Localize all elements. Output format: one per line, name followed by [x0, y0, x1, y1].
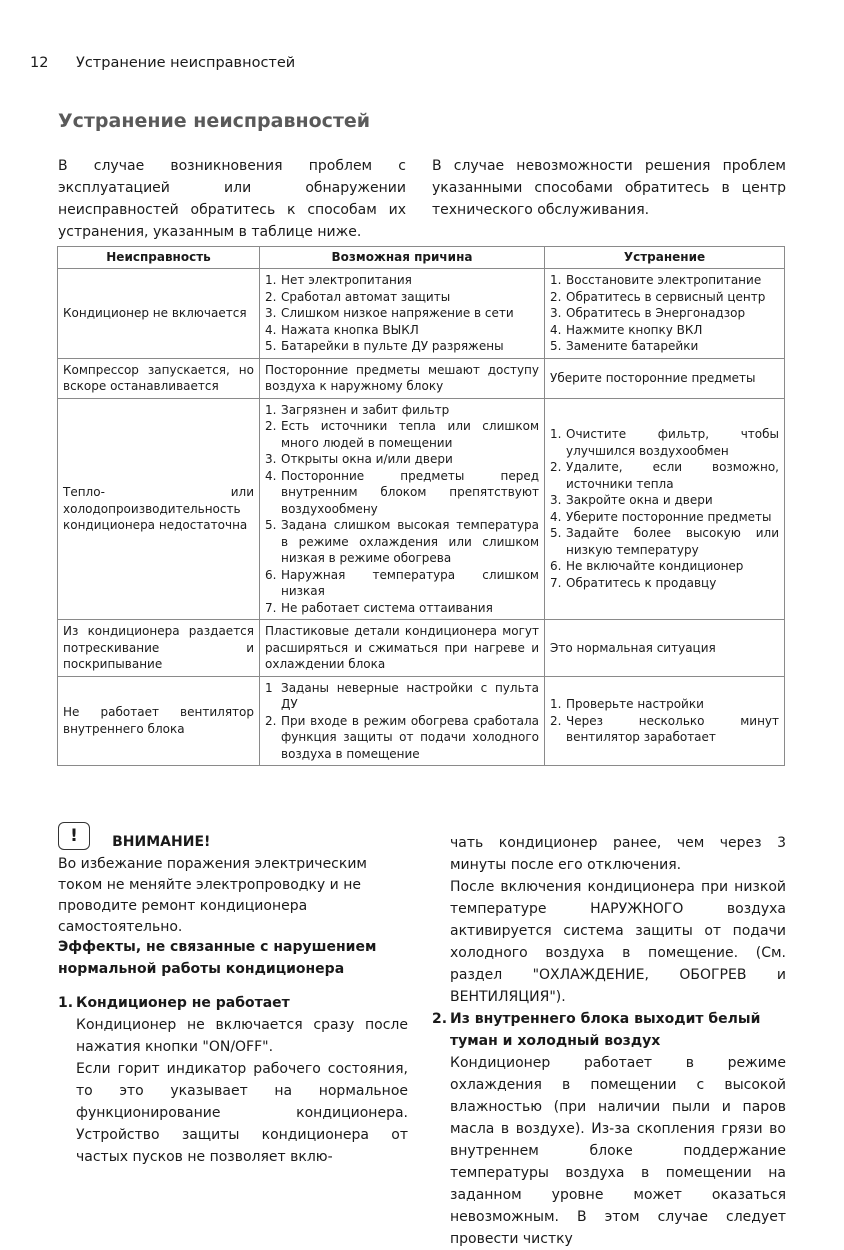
- list-item-text: Сработал автомат защиты: [281, 289, 451, 304]
- item-2-title-text: Из внутреннего блока выходит белый туман и холодный воздух: [450, 1011, 761, 1049]
- list-item-text: Уберите посторонние предметы: [566, 509, 772, 524]
- cause-cell: [260, 676, 545, 766]
- list-item-number: 2.: [265, 419, 277, 433]
- list-item: [265, 451, 539, 468]
- list-item: [550, 575, 779, 592]
- list-item: [265, 713, 539, 763]
- remedy-cell: Уберите посторонние предметы: [545, 358, 785, 398]
- list-item-number: 1.: [265, 273, 277, 287]
- intro-right: В случае невозможности решения проблем указанными способами обратитесь в центр технического обслуживания.: [432, 158, 786, 218]
- list-item: [550, 322, 779, 339]
- item-1-paragraph-2-continued: чать кондиционер ранее, чем через 3 минуты после его отключения.: [450, 835, 786, 873]
- cause-cell: [260, 269, 545, 359]
- page-number: 12: [30, 55, 49, 71]
- exclamation-box-icon: !: [58, 822, 90, 850]
- header-remedy: Устранение: [545, 247, 785, 269]
- item-2: [432, 1008, 786, 1250]
- list-item-text: Задана слишком высокая температура в режиме охлаждения или слишком низкая в режиме обогрева: [281, 518, 539, 565]
- table-header-row: [58, 247, 785, 269]
- remedy-cell: [545, 269, 785, 359]
- cause-list: [265, 272, 539, 355]
- table-row: [58, 620, 785, 677]
- remedy-list: [550, 426, 779, 591]
- cause-cell: Посторонние предметы мешают доступу воздуха к наружному блоку: [260, 358, 545, 398]
- problem-cell: Кондиционер не включается: [58, 269, 260, 359]
- list-item-text: Нажата кнопка ВЫКЛ: [281, 322, 419, 337]
- list-item-number: 1: [265, 680, 273, 695]
- list-item: [265, 402, 539, 419]
- running-title: Устранение неисправностей: [76, 55, 296, 71]
- list-item-number: 6.: [265, 567, 277, 582]
- remedy-cell: [545, 676, 785, 766]
- remedy-list: [550, 696, 779, 746]
- list-item-number: 6.: [550, 559, 562, 574]
- list-item-text: Обратитесь в Энергонадзор: [566, 306, 746, 320]
- problem-cell: Не работает вентилятор внутреннего блока: [58, 676, 260, 766]
- list-item-text: Через несколько минут вентилятор заработает: [566, 713, 779, 744]
- list-item-text: Закройте окна и двери: [566, 493, 713, 508]
- right-column: [432, 832, 786, 1250]
- item-1: [58, 992, 408, 1168]
- list-item: [550, 272, 779, 289]
- list-item-text: Не работает система оттаивания: [281, 600, 493, 615]
- item-1-title: [58, 992, 408, 1014]
- list-item: [550, 426, 779, 459]
- list-item-text: Задайте более высокую или низкую температуру: [566, 526, 779, 557]
- list-item: [265, 418, 539, 451]
- list-item: [265, 305, 539, 322]
- header-cause: Возможная причина: [260, 247, 545, 269]
- item-2-number: 2.: [432, 1011, 448, 1027]
- list-item-text: Не включайте кондиционер: [566, 559, 744, 574]
- intro-left: В случае возникновения проблем с эксплуатацией или обнаружении неисправностей обратитесь к способам их устранения, указанным в таблице ниже.: [58, 158, 406, 240]
- list-item: [550, 305, 779, 322]
- cause-list: [265, 680, 539, 763]
- list-item-text: Слишком низкое напряжение в сети: [281, 306, 514, 320]
- list-item-number: 3.: [550, 306, 562, 320]
- effects-title: Эффекты, не связанные с нарушением нормальной работы кондиционера: [58, 939, 377, 977]
- table-row: [58, 676, 785, 766]
- problem-cell: Из кондиционера раздается потрескивание и поскрипывание: [58, 620, 260, 677]
- list-item: [265, 567, 539, 600]
- cause-list: [265, 402, 539, 617]
- list-item-number: 7.: [265, 600, 277, 615]
- list-item-text: Обратитесь в сервисный центр: [566, 289, 766, 304]
- list-item: [550, 492, 779, 509]
- list-item-number: 2.: [265, 289, 277, 304]
- remedy-cell: [545, 398, 785, 620]
- list-item-text: Посторонние предметы перед внутренним блоком препятствуют воздухообмену: [281, 468, 539, 516]
- list-item: [550, 525, 779, 558]
- item-2-paragraph-1: Кондиционер работает в режиме охлаждения в помещении с высокой влажностью (при наличии пыли и паров масла в воздухе). Из-за скопления грязи во внутреннем блоке поддержание температуры воздуха в помещении на заданном уровне может оказаться невозможным. В этом случае следует провести чистку: [450, 1055, 786, 1247]
- remedy-cell: Это нормальная ситуация: [545, 620, 785, 677]
- list-item: [265, 322, 539, 339]
- table-row: [58, 398, 785, 620]
- list-item-number: 1.: [265, 402, 277, 417]
- list-item-number: 2.: [550, 289, 562, 304]
- item-1-number: 1.: [58, 995, 74, 1011]
- list-item-number: 5.: [550, 339, 562, 353]
- list-item-text: При входе в режим обогрева сработала функция защиты от подачи холодного воздуха в помещение: [281, 713, 539, 761]
- problem-cell: Тепло- или холодопроизводительность кондиционера недостаточна: [58, 398, 260, 620]
- troubleshooting-table: [57, 246, 785, 766]
- list-item-text: Батарейки в пульте ДУ разряжены: [281, 339, 504, 353]
- list-item-number: 4.: [550, 322, 562, 337]
- list-item-text: Очистите фильтр, чтобы улучшился воздухообмен: [566, 427, 779, 458]
- section-title: Устранение неисправностей: [58, 110, 371, 132]
- list-item-number: 3.: [265, 452, 277, 466]
- list-item-number: 3.: [265, 306, 277, 320]
- list-item: [265, 338, 539, 355]
- list-item-text: Есть источники тепла или слишком много людей в помещении: [281, 419, 539, 450]
- list-item: [265, 680, 539, 713]
- list-item-number: 2.: [265, 713, 277, 728]
- warning-box: [58, 822, 408, 938]
- list-item-text: Открыты окна и/или двери: [281, 452, 453, 466]
- item-1-paragraph-3: После включения кондиционера при низкой температуре НАРУЖНОГО воздуха активируется система защиты от подачи холодного воздуха в помещение. (См. раздел "ОХЛАЖДЕНИЕ, ОБОГРЕВ и ВЕНТИЛЯЦИЯ").: [450, 879, 786, 1005]
- list-item-number: 4.: [265, 322, 277, 337]
- remedy-list: [550, 272, 779, 355]
- list-item-text: Замените батарейки: [566, 339, 699, 353]
- page-header: [30, 55, 295, 71]
- list-item-text: Наружная температура слишком низкая: [281, 567, 539, 598]
- warning-title: ВНИМАНИЕ!: [112, 834, 211, 850]
- list-item-text: Загрязнен и забит фильтр: [281, 402, 450, 417]
- list-item: [265, 517, 539, 567]
- list-item: [550, 509, 779, 526]
- list-item: [550, 696, 779, 713]
- list-item-text: Удалите, если возможно, источники тепла: [566, 460, 779, 491]
- list-item-number: 1.: [550, 427, 562, 442]
- problem-cell: Компрессор запускается, но вскоре останавливается: [58, 358, 260, 398]
- list-item-number: 1.: [550, 273, 562, 287]
- list-item-number: 3.: [550, 493, 562, 508]
- cause-cell: Пластиковые детали кондиционера могут расширяться и сжиматься при нагреве и охлаждении блока: [260, 620, 545, 677]
- table-row: [58, 269, 785, 359]
- header-problem: Неисправность: [58, 247, 260, 269]
- list-item: [550, 289, 779, 306]
- item-2-title: [432, 1008, 786, 1052]
- list-item-text: Восстановите электропитание: [566, 273, 762, 287]
- list-item-text: Обратитесь к продавцу: [566, 575, 717, 590]
- list-item-number: 7.: [550, 575, 562, 590]
- list-item: [550, 558, 779, 575]
- list-item: [265, 289, 539, 306]
- cause-cell: [260, 398, 545, 620]
- list-item-text: Заданы неверные настройки с пульта ДУ: [281, 680, 539, 711]
- warning-text: Во избежание поражения электрическим током не меняйте электропроводку и не проводите ремонт кондиционера самостоятельно.: [58, 856, 367, 935]
- list-item-number: 1.: [550, 697, 562, 711]
- item-1-title-text: Кондиционер не работает: [76, 995, 290, 1011]
- list-item-number: 4.: [265, 468, 277, 483]
- list-item-number: 5.: [550, 526, 562, 541]
- list-item: [265, 272, 539, 289]
- item-1-paragraph-2: Если горит индикатор рабочего состояния, то это указывает на нормальное функционирование кондиционера. Устройство защиты кондиционера от частых пусков не позволяет вклю-: [76, 1061, 408, 1165]
- list-item-number: 2.: [550, 713, 562, 728]
- list-item-number: 2.: [550, 460, 562, 475]
- table-row: [58, 358, 785, 398]
- list-item-number: 5.: [265, 518, 277, 532]
- list-item-number: 5.: [265, 339, 277, 353]
- list-item: [265, 468, 539, 518]
- list-item: [550, 713, 779, 746]
- list-item: [265, 600, 539, 617]
- list-item: [550, 338, 779, 355]
- list-item-text: Проверьте настройки: [566, 697, 704, 711]
- item-1-paragraph-1: Кондиционер не включается сразу после нажатия кнопки "ON/OFF".: [76, 1017, 408, 1055]
- list-item-number: 4.: [550, 509, 562, 524]
- list-item-text: Нет электропитания: [281, 273, 412, 287]
- list-item: [550, 459, 779, 492]
- list-item-text: Нажмите кнопку ВКЛ: [566, 322, 703, 337]
